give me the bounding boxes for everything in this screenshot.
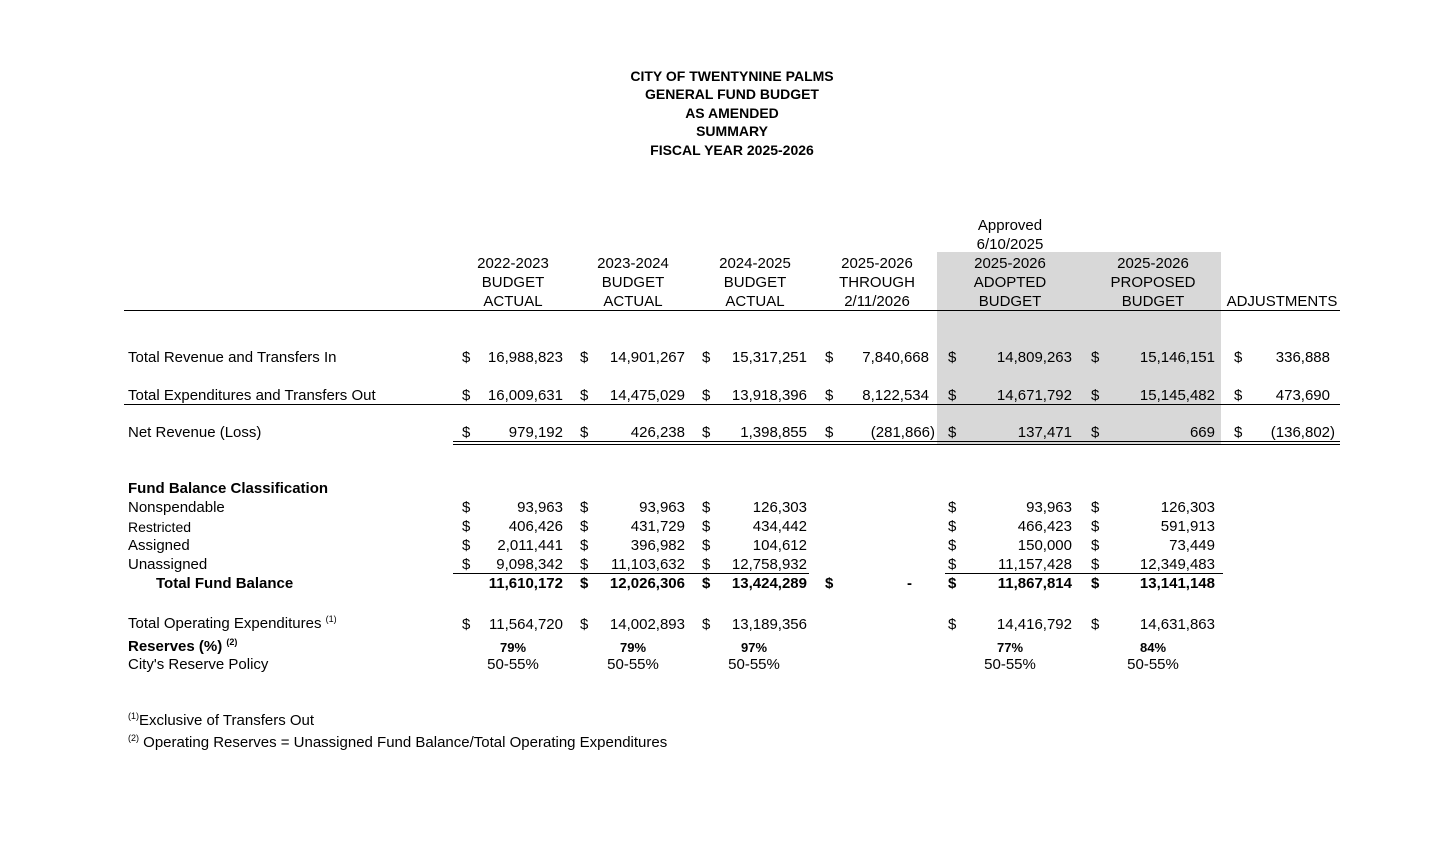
dollar-sign: $ [702, 518, 711, 535]
dollar-sign: $ [1091, 616, 1100, 633]
fund-balance-value: 396,982 [630, 537, 685, 554]
fund-balance-value: 93,963 [1026, 499, 1072, 516]
expenditures-value: 473,690 [1275, 387, 1330, 404]
fund-balance-value: 11,157,428 [998, 556, 1072, 573]
operating-value: 13,189,356 [731, 616, 807, 633]
fund-balance-value: 126,303 [752, 499, 807, 516]
dollar-sign: $ [1091, 575, 1100, 592]
dollar-sign: $ [825, 424, 834, 441]
expenditures-value: 15,145,482 [1139, 387, 1215, 404]
fund-balance-label: Restricted [128, 519, 192, 535]
dollar-sign: $ [462, 349, 471, 366]
reserves-value: 79% [499, 640, 527, 655]
dollar-sign: $ [580, 424, 589, 441]
fund-balance-heading: Fund Balance Classification [128, 480, 329, 497]
dollar-sign: $ [580, 349, 589, 366]
dollar-sign: $ [1091, 424, 1100, 441]
footnote-2: $^{(2)}$ Operating Reserves = Unassigned Fund Balance/Total Operating Expenditures [128, 733, 668, 751]
fund-balance-value: 104,612 [752, 537, 807, 554]
fund-balance-value: 431,729 [630, 518, 685, 535]
expenditures-label: Total Expenditures and Transfers Out [128, 387, 376, 404]
dollar-sign: $ [580, 537, 589, 554]
reserves-value: 77% [996, 640, 1024, 655]
reserves-value: 79% [619, 640, 647, 655]
dollar-sign: $ [702, 537, 711, 554]
fund-balance-value: 126,303 [1160, 499, 1215, 516]
net-revenue-value: 979,192 [508, 424, 563, 441]
operating-value: 14,631,863 [1139, 616, 1215, 633]
dollar-sign: $ [462, 556, 471, 573]
reserves-label: Reserves (%) $^{(2)}$ [128, 637, 238, 655]
column-header-2022-2023: 2022-2023 BUDGET ACTUAL [477, 255, 549, 310]
dollar-sign: $ [702, 499, 711, 516]
expenditures-value: 8,122,534 [862, 387, 929, 404]
revenue-value: 336,888 [1275, 349, 1330, 366]
net-revenue-value: 137,471 [1017, 424, 1072, 441]
dollar-sign: $ [462, 537, 471, 554]
fund-balance-value: 9,098,342 [496, 556, 563, 573]
dollar-sign: $ [462, 616, 471, 633]
expenditures-rule [124, 404, 1340, 405]
revenue-label: Total Revenue and Transfers In [128, 349, 337, 366]
net-revenue-value: (136,802) [1270, 424, 1335, 441]
column-header-2025-2026-through: 2025-2026 THROUGH 2/11/2026 [839, 255, 915, 310]
reserve-policy-value: 50-55% [1127, 656, 1179, 673]
expenditures-value: 14,475,029 [609, 387, 685, 404]
dollar-sign: $ [1091, 556, 1100, 573]
expenditures-value: 16,009,631 [487, 387, 563, 404]
net-revenue-value: (281,866) [870, 424, 935, 441]
dollar-sign: $ [580, 616, 589, 633]
operating-expenditures-label: Total Operating Expenditures $^{(1)}$ [128, 614, 337, 632]
total-fund-balance-value: 11,867,814 [997, 575, 1072, 592]
expenditures-value: 14,671,792 [996, 387, 1072, 404]
dollar-sign: $ [1234, 424, 1243, 441]
dollar-sign: $ [462, 499, 471, 516]
revenue-value: 14,901,267 [609, 349, 685, 366]
fund-balance-value: 591,913 [1160, 518, 1215, 535]
dollar-sign: $ [580, 518, 589, 535]
net-revenue-value: 426,238 [630, 424, 685, 441]
fund-balance-value: 73,449 [1169, 537, 1215, 554]
dollar-sign: $ [948, 424, 957, 441]
reserve-policy-label: City's Reserve Policy [128, 656, 269, 673]
fund-balance-value: 150,000 [1017, 537, 1072, 554]
fund-balance-label: Assigned [128, 537, 190, 554]
dollar-sign: $ [948, 387, 957, 404]
fund-balance-value: 12,758,932 [731, 556, 807, 573]
dollar-sign: $ [948, 518, 957, 535]
footnote-1: $^{(1)}$Exclusive of Transfers Out [128, 711, 315, 729]
dollar-sign: $ [702, 387, 711, 404]
dollar-sign: $ [948, 499, 957, 516]
reserve-policy-value: 50-55% [487, 656, 539, 673]
fund-balance-value: 466,423 [1017, 518, 1072, 535]
dollar-sign: $ [1091, 537, 1100, 554]
operating-value: 14,416,792 [996, 616, 1072, 633]
dollar-sign: $ [948, 575, 957, 592]
fund-balance-value: 93,963 [517, 499, 563, 516]
reserve-policy-value: 50-55% [607, 656, 659, 673]
subtotal-rule-left [453, 573, 809, 574]
footnote-marker: (2) [128, 733, 139, 743]
fund-balance-value: 11,103,632 [611, 556, 685, 573]
dollar-sign: $ [462, 424, 471, 441]
operating-value: 11,564,720 [489, 616, 563, 633]
net-double-rule [453, 441, 1340, 445]
report-title-line-4: SUMMARY [696, 123, 768, 139]
total-fund-balance-value: 11,610,172 [488, 575, 563, 592]
report-title-line-5: FISCAL YEAR 2025-2026 [650, 142, 814, 158]
dollar-sign: $ [948, 556, 957, 573]
fund-balance-value: 406,426 [508, 518, 563, 535]
dollar-sign: $ [825, 575, 834, 592]
total-fund-balance-value: - [907, 575, 912, 592]
dollar-sign: $ [1234, 349, 1243, 366]
column-header-2023-2024: 2023-2024 BUDGET ACTUAL [597, 255, 669, 310]
total-fund-balance-value: 12,026,306 [609, 575, 685, 592]
dollar-sign: $ [1234, 387, 1243, 404]
revenue-value: 15,146,151 [1139, 349, 1215, 366]
dollar-sign: $ [580, 387, 589, 404]
dollar-sign: $ [1091, 349, 1100, 366]
reserve-policy-value: 50-55% [984, 656, 1036, 673]
column-header-2024-2025: 2024-2025 BUDGET ACTUAL [719, 255, 791, 310]
dollar-sign: $ [580, 499, 589, 516]
fund-balance-value: 93,963 [639, 499, 685, 516]
fund-balance-value: 2,011,441 [497, 537, 563, 554]
fund-balance-value: 434,442 [752, 518, 807, 535]
expenditures-value: 13,918,396 [731, 387, 807, 404]
dollar-sign: $ [825, 387, 834, 404]
net-revenue-value: 1,398,855 [740, 424, 807, 441]
dollar-sign: $ [948, 616, 957, 633]
subtotal-rule-right [945, 573, 1223, 574]
dollar-sign: $ [702, 616, 711, 633]
total-fund-balance-value: 13,424,289 [731, 575, 807, 592]
dollar-sign: $ [948, 349, 957, 366]
operating-value: 14,002,893 [609, 616, 685, 633]
revenue-value: 15,317,251 [731, 349, 807, 366]
dollar-sign: $ [462, 387, 471, 404]
dollar-sign: $ [702, 424, 711, 441]
dollar-sign: $ [702, 556, 711, 573]
total-fund-balance-label: Total Fund Balance [156, 575, 294, 592]
dollar-sign: $ [580, 575, 589, 592]
footnote-marker: (1) [128, 711, 139, 721]
column-header-adopted-budget: Approved 6/10/2025 2025-2026 ADOPTED BUDGET [973, 217, 1047, 310]
net-revenue-label: Net Revenue (Loss) [128, 424, 262, 441]
dollar-sign: $ [702, 349, 711, 366]
column-header-adjustments: ADJUSTMENTS [1226, 293, 1338, 310]
reserves-value: 97% [740, 640, 768, 655]
footnote-ref: (2) [226, 637, 238, 647]
footnote-ref: (1) [325, 614, 337, 624]
fund-balance-label: Nonspendable [128, 499, 225, 516]
reserves-value: 84% [1139, 640, 1167, 655]
dollar-sign: $ [1091, 387, 1100, 404]
column-header-proposed-budget: 2025-2026 PROPOSED BUDGET [1110, 255, 1196, 310]
total-fund-balance-value: 13,141,148 [1139, 575, 1215, 592]
fund-balance-label: Unassigned [128, 556, 208, 573]
header-rule [124, 310, 1340, 311]
dollar-sign: $ [1091, 499, 1100, 516]
dollar-sign: $ [702, 575, 711, 592]
report-title-line-3: AS AMENDED [685, 105, 779, 121]
dollar-sign: $ [462, 518, 471, 535]
report-title-line-2: GENERAL FUND BUDGET [645, 86, 819, 102]
revenue-value: 16,988,823 [487, 349, 563, 366]
revenue-value: 14,809,263 [996, 349, 1072, 366]
dollar-sign: $ [948, 537, 957, 554]
reserve-policy-value: 50-55% [728, 656, 780, 673]
fund-balance-value: 12,349,483 [1139, 556, 1215, 573]
dollar-sign: $ [825, 349, 834, 366]
dollar-sign: $ [1091, 518, 1100, 535]
dollar-sign: $ [580, 556, 589, 573]
revenue-value: 7,840,668 [862, 349, 929, 366]
net-revenue-value: 669 [1189, 424, 1215, 441]
report-title-line-1: CITY OF TWENTYNINE PALMS [630, 68, 834, 84]
